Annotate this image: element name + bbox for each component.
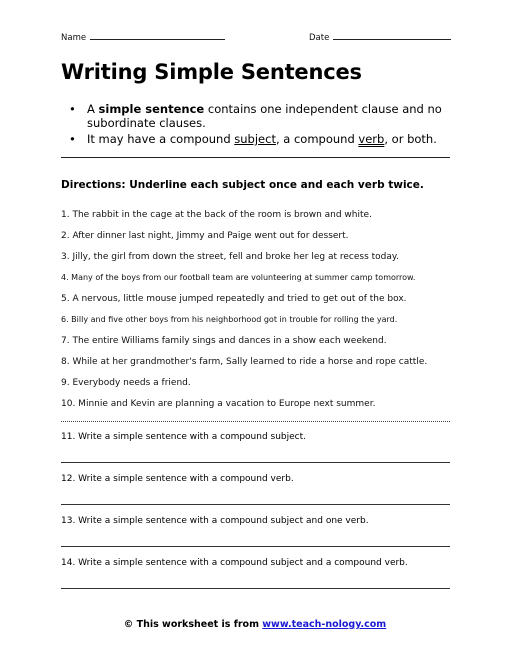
writing-task-prompt: 13. Write a simple sentence with a compound subject and one verb. [61, 516, 369, 526]
writing-task-prompt: 11. Write a simple sentence with a compound subject. [61, 432, 307, 442]
subject-term: subject [234, 132, 276, 146]
section-divider [61, 157, 450, 158]
sentence-text: 7. The entire Williams family sings and dances in a show each weekend. [61, 336, 387, 346]
sentence-item [61, 349, 461, 370]
sentence-text: 9. Everybody needs a friend. [61, 378, 191, 388]
sentence-item [61, 202, 461, 223]
footer-credit [0, 619, 510, 630]
sentence-text: 2. After dinner last night, Jimmy and Paige went out for dessert. [61, 231, 349, 241]
name-label: Name [61, 33, 87, 43]
sentence-text: 1. The rabbit in the cage at the back of the room is brown and white. [61, 210, 372, 220]
bullet-text: , a compound [275, 132, 359, 146]
answer-line[interactable] [61, 462, 450, 463]
simple-sentence-term: simple sentence [98, 102, 205, 116]
sentence-text: 5. A nervous, little mouse jumped repeatedly and tried to get out of the box. [61, 294, 407, 304]
sentence-item [61, 265, 461, 286]
directions-text: Directions: Underline each subject once and each verb twice. [61, 179, 424, 191]
sentence-text: 3. Jilly, the girl from down the street, fell and broke her leg at recess today. [61, 252, 399, 262]
name-field-row [61, 31, 225, 43]
bullet-dot: • [69, 102, 76, 116]
writing-task-prompt: 12. Write a simple sentence with a compound verb. [61, 474, 294, 484]
sentence-item [61, 244, 461, 265]
sentence-item [61, 370, 461, 391]
footer-text: © This worksheet is from [123, 619, 263, 630]
dotted-divider [61, 421, 450, 422]
answer-line[interactable] [61, 546, 450, 547]
sentence-item [61, 286, 461, 307]
sentence-text: 6. Billy and five other boys from his neighborhood got in trouble for rolling the yard. [61, 315, 398, 324]
bullet-text: contains one independent clause and no subordinate clauses. [87, 102, 442, 130]
definition-list [60, 102, 460, 148]
sentence-list [61, 202, 461, 412]
definition-bullet-1 [60, 102, 460, 130]
page-title: Writing Simple Sentences [61, 60, 362, 84]
name-blank-line [90, 31, 225, 40]
bullet-text: , or both. [384, 132, 437, 146]
date-label: Date [309, 33, 330, 43]
answer-line[interactable] [61, 504, 450, 505]
sentence-item [61, 328, 461, 349]
verb-term: verb [358, 132, 385, 146]
sentence-text: 10. Minnie and Kevin are planning a vacation to Europe next summer. [61, 399, 376, 409]
date-field-row [309, 31, 451, 43]
sentence-item [61, 223, 461, 244]
date-blank-line [333, 31, 451, 40]
sentence-text: 8. While at her grandmother's farm, Sally learned to ride a horse and rope cattle. [61, 357, 428, 367]
writing-task-prompt: 14. Write a simple sentence with a compound subject and a compound verb. [61, 558, 408, 568]
bullet-text: It may have a compound [87, 132, 235, 146]
footer-link[interactable]: www.teach-nology.com [262, 619, 387, 630]
definition-bullet-2 [60, 132, 460, 146]
bullet-dot: • [69, 132, 76, 146]
bullet-text: A [87, 102, 99, 116]
sentence-item [61, 307, 461, 328]
sentence-item [61, 391, 461, 412]
answer-line[interactable] [61, 588, 450, 589]
sentence-text: 4. Many of the boys from our football team are volunteering at summer camp tomorrow. [61, 273, 416, 282]
